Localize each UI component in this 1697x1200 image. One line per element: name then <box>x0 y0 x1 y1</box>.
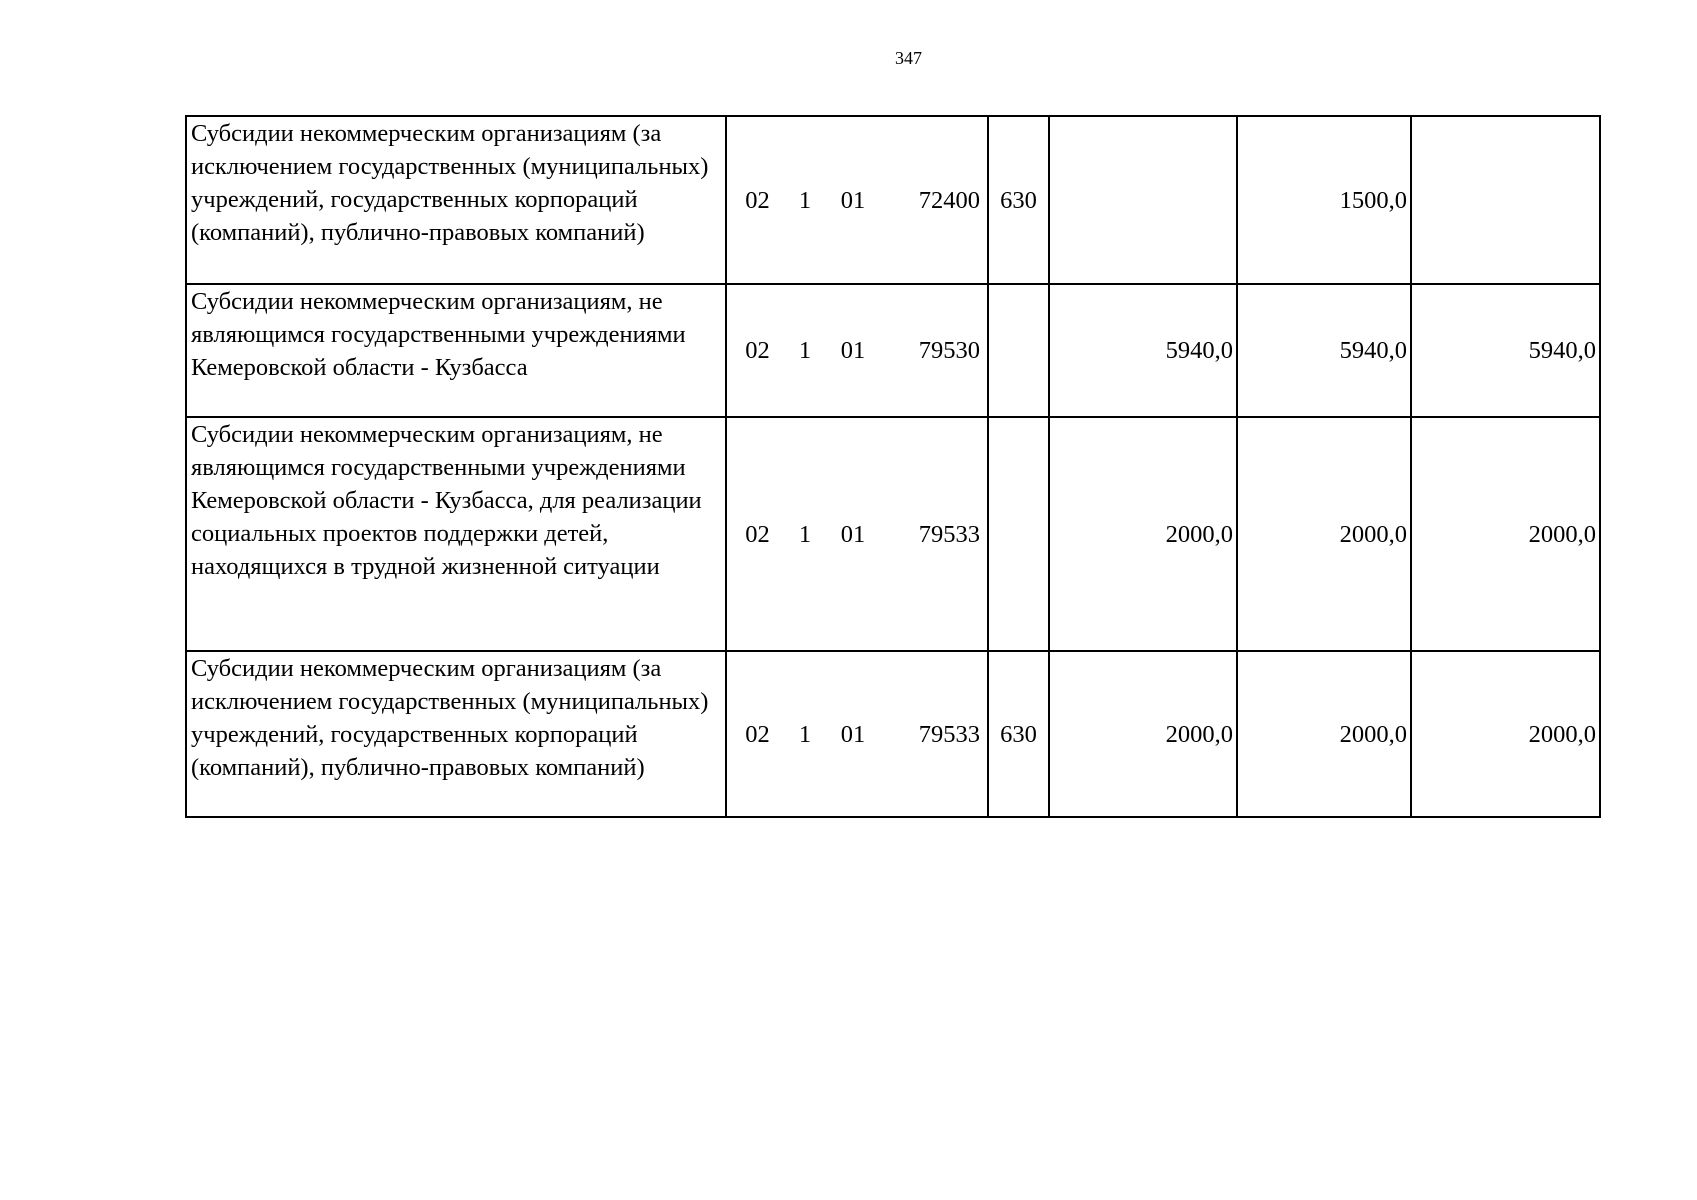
subprogram-code: 1 <box>798 337 812 364</box>
row-description: Субсидии некоммерческим организациям (за исключением государственных (муниципальных) учреждений, государственных корпораций (компаний), публично-правовых компаний) <box>186 116 726 284</box>
main-event-code: 01 <box>840 720 866 748</box>
direction-code: 79533 <box>918 520 980 548</box>
budget-table <box>185 115 1601 818</box>
amount-year-2: 1500,0 <box>1237 116 1411 284</box>
expense-type-code: 630 <box>988 116 1049 284</box>
budget-code-cell <box>726 284 988 417</box>
amount-year-1: 2000,0 <box>1049 417 1237 651</box>
program-code: 02 <box>745 720 770 748</box>
expense-type-code: 630 <box>988 651 1049 817</box>
amount-year-2: 5940,0 <box>1237 284 1411 417</box>
main-event-code: 01 <box>840 186 866 214</box>
row-description: Субсидии некоммерческим организациям, не являющимся государственными учреждениями Кемеровской области - Кузбасса, для реализации социальных проектов поддержки детей, находящихся в трудной жизненной ситуации <box>186 417 726 651</box>
amount-year-3 <box>1411 116 1600 284</box>
row-description: Субсидии некоммерческим организациям, не являющимся государственными учреждениями Кемеровской области - Кузбасса <box>186 284 726 417</box>
amount-year-1: 5940,0 <box>1049 284 1237 417</box>
expense-type-code <box>988 417 1049 651</box>
table-row <box>186 116 1600 284</box>
budget-code-cell <box>726 417 988 651</box>
amount-year-3: 2000,0 <box>1411 651 1600 817</box>
amount-year-2: 2000,0 <box>1237 417 1411 651</box>
budget-code-cell <box>726 651 988 817</box>
subprogram-code: 1 <box>798 520 812 548</box>
direction-code: 79530 <box>918 337 980 364</box>
table-row <box>186 651 1600 817</box>
page-number: 347 <box>895 48 922 68</box>
row-description: Субсидии некоммерческим организациям (за исключением государственных (муниципальных) учреждений, государственных корпораций (компаний), публично-правовых компаний) <box>186 651 726 817</box>
subprogram-code: 1 <box>798 720 812 748</box>
budget-code-cell <box>726 116 988 284</box>
program-code: 02 <box>745 186 770 214</box>
amount-year-2: 2000,0 <box>1237 651 1411 817</box>
program-code: 02 <box>745 337 770 364</box>
subprogram-code: 1 <box>798 186 812 214</box>
amount-year-3: 5940,0 <box>1411 284 1600 417</box>
expense-type-code <box>988 284 1049 417</box>
main-event-code: 01 <box>840 520 866 548</box>
amount-year-3: 2000,0 <box>1411 417 1600 651</box>
direction-code: 79533 <box>918 720 980 748</box>
main-event-code: 01 <box>840 337 866 364</box>
amount-year-1 <box>1049 116 1237 284</box>
direction-code: 72400 <box>918 186 980 214</box>
program-code: 02 <box>745 520 770 548</box>
amount-year-1: 2000,0 <box>1049 651 1237 817</box>
table-row <box>186 284 1600 417</box>
table-row <box>186 417 1600 651</box>
